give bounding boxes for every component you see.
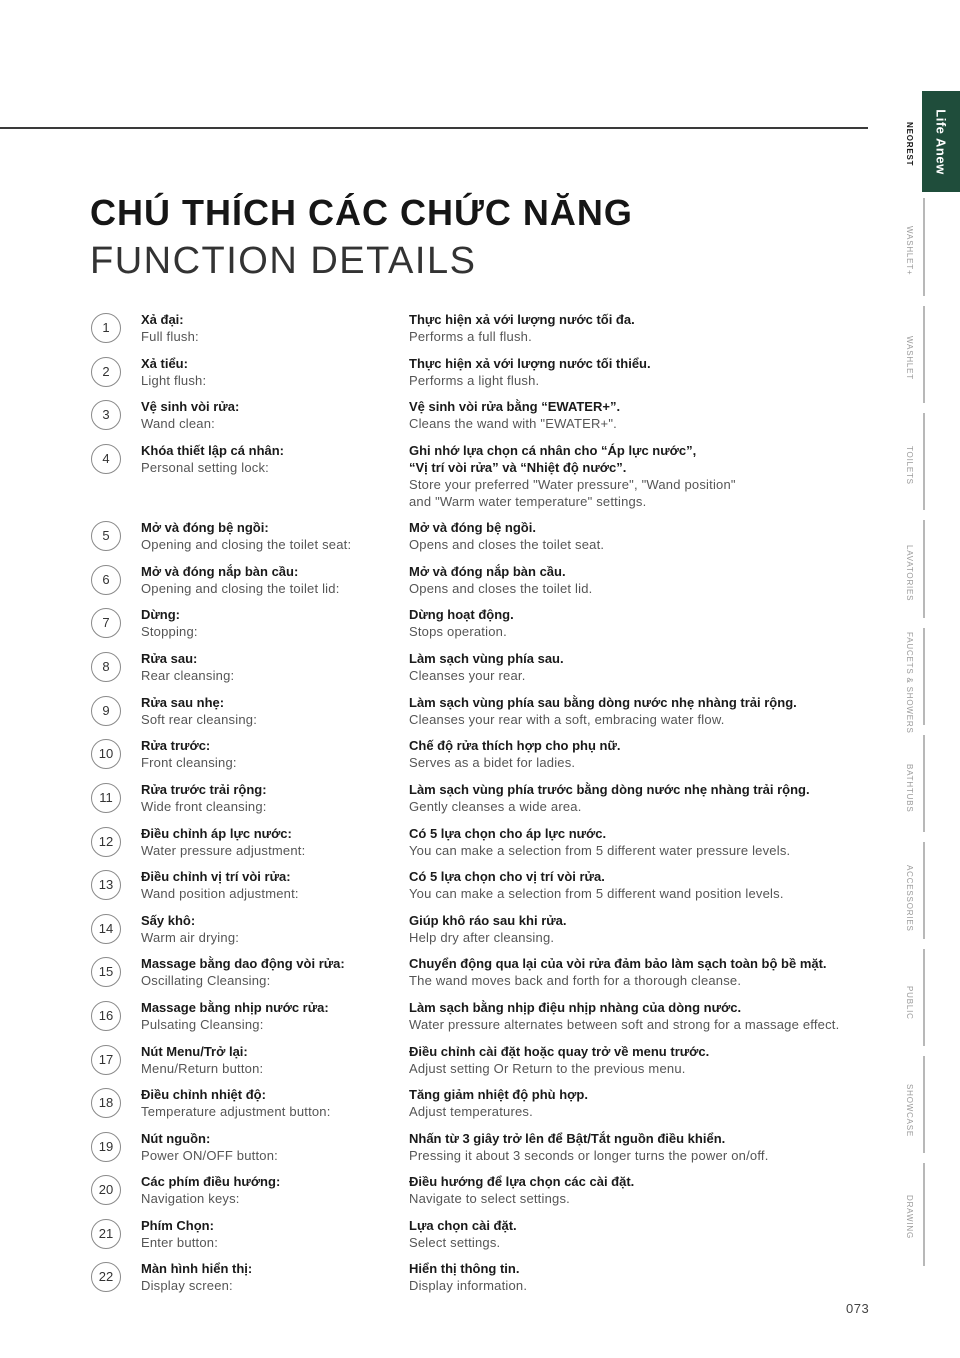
function-description-en: Display information.: [409, 1278, 528, 1293]
function-description: [409, 737, 879, 771]
function-name: [141, 912, 401, 946]
function-name-en: Menu/Return button:: [141, 1061, 264, 1076]
function-name-en: Navigation keys:: [141, 1191, 240, 1206]
function-name: [141, 781, 401, 815]
sidebar-item-label: NEOREST: [905, 122, 914, 167]
function-number-badge: 4: [91, 444, 121, 474]
function-name: [141, 868, 401, 902]
function-name-en: Stopping:: [141, 624, 198, 639]
function-description-vi: Vệ sinh vòi rửa bằng “EWATER+”.: [409, 399, 621, 414]
function-number-badge: 16: [91, 1001, 121, 1031]
function-description-vi: “Vị trí vòi rửa” và “Nhiệt độ nước”.: [409, 460, 627, 475]
sidebar-separator: [923, 1056, 925, 1153]
sidebar-separator: [923, 842, 925, 939]
top-divider: [0, 127, 868, 129]
function-name-vi: Khóa thiết lập cá nhân:: [141, 443, 285, 458]
function-name-en: Soft rear cleansing:: [141, 712, 258, 727]
function-description-en: Cleanses your rear with a soft, embracing water flow.: [409, 712, 725, 727]
function-name: [141, 1260, 401, 1294]
function-number-badge: 13: [91, 870, 121, 900]
function-name-en: Wand position adjustment:: [141, 886, 299, 901]
function-description-vi: Mở và đóng nắp bàn cầu.: [409, 564, 566, 579]
category-sidebar: [890, 0, 960, 1358]
function-name: [141, 398, 401, 432]
function-name-vi: Dừng:: [141, 607, 181, 622]
function-number-badge: 11: [91, 783, 121, 813]
function-description: [409, 650, 879, 684]
function-name-vi: Xả tiểu:: [141, 356, 188, 371]
function-description-en: You can make a selection from 5 different water pressure levels.: [409, 843, 791, 858]
function-description-vi: Làm sạch vùng phía sau bằng dòng nước nhẹ nhàng trải rộng.: [409, 695, 797, 710]
function-description: [409, 311, 879, 345]
function-name-en: Opening and closing the toilet seat:: [141, 537, 352, 552]
function-name-en: Front cleansing:: [141, 755, 237, 770]
function-description: [409, 999, 879, 1033]
function-name: [141, 1217, 401, 1251]
function-name-vi: Rửa sau:: [141, 651, 198, 666]
function-description: [409, 398, 879, 432]
function-description: [409, 563, 879, 597]
function-name-vi: Mở và đóng bệ ngồi:: [141, 520, 269, 535]
function-name-en: Power ON/OFF button:: [141, 1148, 278, 1163]
function-description: [409, 912, 879, 946]
function-name-vi: Mở và đóng nắp bàn cầu:: [141, 564, 299, 579]
function-name: [141, 1173, 401, 1207]
function-number-badge: 17: [91, 1045, 121, 1075]
function-number-badge: 3: [91, 400, 121, 430]
function-number-badge: 22: [91, 1262, 121, 1292]
function-number-badge: 15: [91, 957, 121, 987]
function-name: [141, 737, 401, 771]
page-title-vi: CHÚ THÍCH CÁC CHỨC NĂNG: [90, 192, 633, 233]
function-name: [141, 606, 401, 640]
function-number-badge: 19: [91, 1132, 121, 1162]
function-description-vi: Mở và đóng bệ ngồi.: [409, 520, 536, 535]
function-description-vi: Điều hướng để lựa chọn các cài đặt.: [409, 1174, 635, 1189]
function-description-vi: Thực hiện xả với lượng nước tối thiểu.: [409, 356, 651, 371]
function-name-en: Oscillating Cleansing:: [141, 973, 271, 988]
function-description-en: Stops operation.: [409, 624, 507, 639]
sidebar-separator: [923, 628, 925, 725]
function-number-badge: 2: [91, 357, 121, 387]
function-description-en: Water pressure alternates between soft and strong for a massage effect.: [409, 1017, 840, 1032]
function-description-en: Cleans the wand with "EWATER+".: [409, 416, 617, 431]
function-name-vi: Màn hình hiển thị:: [141, 1261, 253, 1276]
function-description-vi: Chuyển động qua lại của vòi rửa đảm bảo làm sạch toàn bộ bề mặt.: [409, 956, 827, 971]
sidebar-item-label: ACCESSORIES: [905, 865, 914, 932]
function-description-en: Navigate to select settings.: [409, 1191, 570, 1206]
function-description-vi: Thực hiện xả với lượng nước tối đa.: [409, 312, 635, 327]
sidebar-separator: [923, 520, 925, 618]
function-name-en: Full flush:: [141, 329, 199, 344]
function-description-vi: Làm sạch bằng nhịp điệu nhịp nhàng của dòng nước.: [409, 1000, 742, 1015]
function-name: [141, 694, 401, 728]
function-description-vi: Lựa chọn cài đặt.: [409, 1218, 517, 1233]
function-description-vi: Chế độ rửa thích hợp cho phụ nữ.: [409, 738, 621, 753]
function-description-vi: Điều chỉnh cài đặt hoặc quay trở về menu trước.: [409, 1044, 710, 1059]
function-description: [409, 519, 879, 553]
function-number-badge: 21: [91, 1219, 121, 1249]
sidebar-separator: [923, 735, 925, 832]
function-name-en: Water pressure adjustment:: [141, 843, 306, 858]
function-name-vi: Sấy khô:: [141, 913, 196, 928]
function-description-vi: Tăng giảm nhiệt độ phù hợp.: [409, 1087, 588, 1102]
function-name-vi: Điều chỉnh áp lực nước:: [141, 826, 292, 841]
sidebar-separator: [923, 306, 925, 403]
brand-tab-label: Life Anew: [933, 108, 949, 175]
function-name-en: Temperature adjustment button:: [141, 1104, 331, 1119]
sidebar-item-label: TOILETS: [905, 446, 914, 485]
sidebar-item-label: DRAWING: [905, 1195, 914, 1239]
function-name-en: Wide front cleansing:: [141, 799, 267, 814]
function-name-vi: Vệ sinh vòi rửa:: [141, 399, 240, 414]
sidebar-separator: [923, 413, 925, 510]
function-name: [141, 442, 401, 476]
function-description-en: Performs a light flush.: [409, 373, 540, 388]
function-name: [141, 1130, 401, 1164]
function-number-badge: 20: [91, 1175, 121, 1205]
function-description-vi: Nhấn từ 3 giây trở lên để Bật/Tắt nguồn điều khiển.: [409, 1131, 726, 1146]
function-name-en: Display screen:: [141, 1278, 233, 1293]
function-description-en: Adjust temperatures.: [409, 1104, 533, 1119]
function-name-vi: Các phím điều hướng:: [141, 1174, 281, 1189]
function-name: [141, 563, 401, 597]
function-name-en: Light flush:: [141, 373, 207, 388]
function-description: [409, 1217, 879, 1251]
sidebar-item-label: SHOWCASE: [905, 1084, 914, 1138]
function-description-en: Opens and closes the toilet seat.: [409, 537, 605, 552]
function-number-badge: 7: [91, 608, 121, 638]
function-number-badge: 10: [91, 739, 121, 769]
function-number-badge: 12: [91, 827, 121, 857]
function-name: [141, 825, 401, 859]
function-description-en: Adjust setting Or Return to the previous menu.: [409, 1061, 686, 1076]
function-name-vi: Điều chỉnh vị trí vòi rửa:: [141, 869, 291, 884]
function-name: [141, 355, 401, 389]
function-name-vi: Điều chỉnh nhiệt độ:: [141, 1087, 266, 1102]
function-name: [141, 1043, 401, 1077]
function-number-badge: 9: [91, 696, 121, 726]
function-name-vi: Rửa trước trải rộng:: [141, 782, 267, 797]
function-description: [409, 1086, 879, 1120]
function-description: [409, 694, 879, 728]
function-description-en: and "Warm water temperature" settings.: [409, 494, 647, 509]
function-name: [141, 650, 401, 684]
function-name-en: Warm air drying:: [141, 930, 240, 945]
sidebar-item-label: WASHLET: [905, 336, 914, 380]
function-description: [409, 781, 879, 815]
function-name: [141, 999, 401, 1033]
function-number-badge: 14: [91, 914, 121, 944]
function-number-badge: 6: [91, 565, 121, 595]
function-description: [409, 868, 879, 902]
function-name-en: Rear cleansing:: [141, 668, 235, 683]
function-description: [409, 442, 879, 510]
function-name-en: Personal setting lock:: [141, 460, 269, 475]
page-title-en: FUNCTION DETAILS: [90, 240, 477, 282]
function-description-en: Store your preferred "Water pressure", "Wand position": [409, 477, 736, 492]
function-name-en: Opening and closing the toilet lid:: [141, 581, 340, 596]
function-description: [409, 825, 879, 859]
sidebar-item-label: LAVATORIES: [905, 545, 914, 602]
function-description: [409, 606, 879, 640]
function-name-vi: Rửa sau nhẹ:: [141, 695, 225, 710]
function-description-vi: Ghi nhớ lựa chọn cá nhân cho “Áp lực nước”,: [409, 443, 697, 458]
function-name-vi: Xả đại:: [141, 312, 184, 327]
sidebar-separator: [923, 198, 925, 296]
function-description-vi: Hiển thị thông tin.: [409, 1261, 520, 1276]
function-number-badge: 18: [91, 1088, 121, 1118]
function-name: [141, 519, 401, 553]
function-description-en: Performs a full flush.: [409, 329, 532, 344]
function-name-en: Wand clean:: [141, 416, 215, 431]
function-number-badge: 1: [91, 313, 121, 343]
function-description-vi: Có 5 lựa chọn cho vị trí vòi rửa.: [409, 869, 605, 884]
function-description-en: Cleanses your rear.: [409, 668, 526, 683]
sidebar-item-label: WASHLET+: [905, 226, 914, 276]
function-description-en: The wand moves back and forth for a thorough cleanse.: [409, 973, 742, 988]
function-description-en: Select settings.: [409, 1235, 501, 1250]
sidebar-separator: [923, 949, 925, 1046]
function-description-en: Gently cleanses a wide area.: [409, 799, 582, 814]
function-name-vi: Phím Chọn:: [141, 1218, 214, 1233]
function-name-vi: Nút Menu/Trở lại:: [141, 1044, 248, 1059]
function-name-en: Enter button:: [141, 1235, 219, 1250]
function-description-en: Help dry after cleansing.: [409, 930, 555, 945]
function-description-vi: Có 5 lựa chọn cho áp lực nước.: [409, 826, 607, 841]
sidebar-item-label: FAUCETS & SHOWERS: [905, 632, 914, 734]
function-description-en: Pressing it about 3 seconds or longer turns the power on/off.: [409, 1148, 769, 1163]
function-description-vi: Làm sạch vùng phía sau.: [409, 651, 564, 666]
function-name-vi: Rửa trước:: [141, 738, 211, 753]
function-description-vi: Dừng hoạt động.: [409, 607, 514, 622]
function-name-vi: Massage bằng dao động vòi rửa:: [141, 956, 345, 971]
function-name-vi: Nút nguồn:: [141, 1131, 211, 1146]
function-description: [409, 1130, 879, 1164]
sidebar-separator: [923, 1163, 925, 1266]
function-description: [409, 1173, 879, 1207]
function-name: [141, 311, 401, 345]
function-description: [409, 955, 879, 989]
page-number: 073: [846, 1301, 870, 1316]
function-description-en: You can make a selection from 5 different wand position levels.: [409, 886, 784, 901]
function-description: [409, 355, 879, 389]
function-description: [409, 1260, 879, 1294]
function-description: [409, 1043, 879, 1077]
function-description-vi: Làm sạch vùng phía trước bằng dòng nước nhẹ nhàng trải rộng.: [409, 782, 810, 797]
sidebar-item-label: BATHTUBS: [905, 764, 914, 813]
function-number-badge: 5: [91, 521, 121, 551]
function-name-vi: Massage bằng nhịp nước rửa:: [141, 1000, 329, 1015]
function-name: [141, 955, 401, 989]
function-name-en: Pulsating Cleansing:: [141, 1017, 264, 1032]
function-description-en: Serves as a bidet for ladies.: [409, 755, 576, 770]
function-description-vi: Giúp khô ráo sau khi rửa.: [409, 913, 567, 928]
sidebar-item-label: PUBLIC: [905, 986, 914, 1020]
function-name: [141, 1086, 401, 1120]
function-description-en: Opens and closes the toilet lid.: [409, 581, 593, 596]
function-number-badge: 8: [91, 652, 121, 682]
